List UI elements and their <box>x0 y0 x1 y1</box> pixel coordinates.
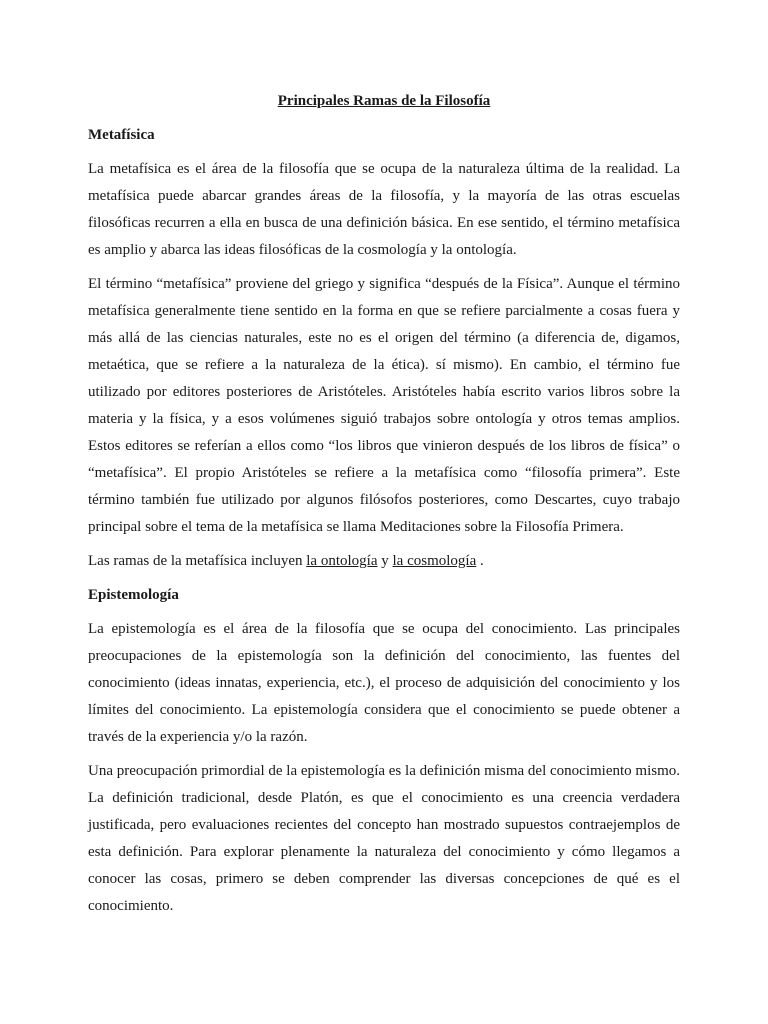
section-heading-metafisica: Metafísica <box>88 127 155 143</box>
link-cosmologia[interactable]: la cosmología <box>392 553 477 569</box>
paragraph: La epistemología es el área de la filosofía que se ocupa del conocimiento. Las principales preocupaciones de la epistemología son la definición del conocimiento, las fuentes del conocimiento (ideas innatas, experiencia, etc.), el proceso de adquisición del conocimiento y los límites del conocimiento. La epistemología considera que el conocimiento se puede obtener a través de la experiencia y/o la razón. <box>88 621 680 745</box>
document-body <box>88 88 680 927</box>
paragraph: Una preocupación primordial de la epistemología es la definición misma del conocimiento mismo. La definición tradicional, desde Platón, es que el conocimiento es una creencia verdadera justificada, pero evaluaciones recientes del concepto han mostrado supuestos contraejemplos de esta definición. Para explorar plenamente la naturaleza del conocimiento y cómo llegamos a conocer las cosas, primero se deben comprender las diversas concepciones de qué es el conocimiento. <box>88 763 680 914</box>
document-title: Principales Ramas de la Filosofía <box>277 93 491 109</box>
paragraph: La metafísica es el área de la filosofía que se ocupa de la naturaleza última de la realidad. La metafísica puede abarcar grandes áreas de la filosofía, y la mayoría de las otras escuelas filosóficas recurren a ella en busca de una definición básica. En ese sentido, el término metafísica es amplio y abarca las ideas filosóficas de la cosmología y la ontología. <box>88 161 680 258</box>
link-ontologia[interactable]: la ontología <box>306 553 378 569</box>
branches-prefix: Las ramas de la metafísica incluyen <box>88 553 307 569</box>
branches-paragraph <box>88 548 680 575</box>
branches-suffix: . <box>476 553 484 569</box>
paragraph: El término “metafísica” proviene del griego y significa “después de la Física”. Aunque el término metafísica generalmente tiene sentido en la forma en que se refiere parcialmente a cosas fuera y más allá de las ciencias naturales, este no es el origen del término (a diferencia de, digamos, metaética, que se refiere a la naturaleza de la ética). sí mismo). En cambio, el término fue utilizado por editores posteriores de Aristóteles. Aristóteles había escrito varios libros sobre la materia y la física, y a esos volúmenes siguió trabajos sobre ontología y otros temas amplios. Estos editores se referían a ellos como “los libros que vinieron después de los libros de física” o “metafísica”. El propio Aristóteles se refiere a la metafísica como “filosofía primera”. Este término también fue utilizado por algunos filósofos posteriores, como Descartes, cuyo trabajo principal sobre el tema de la metafísica se llama Meditaciones sobre la Filosofía Primera. <box>88 276 680 535</box>
section-heading-epistemologia: Epistemología <box>88 587 179 603</box>
branches-connector: y <box>377 553 393 569</box>
